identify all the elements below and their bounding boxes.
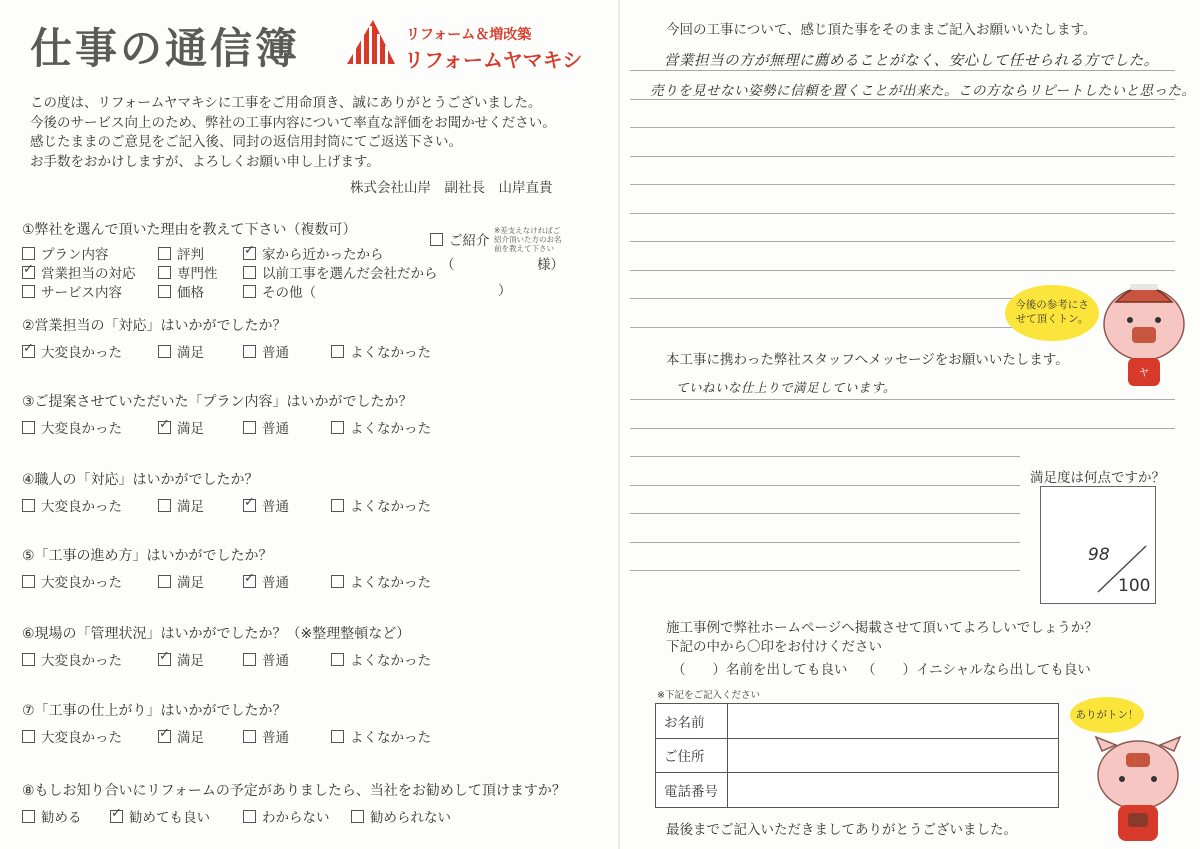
- option-label: プラン内容: [41, 247, 109, 263]
- checkbox[interactable]: [243, 345, 256, 358]
- checkbox[interactable]: [243, 575, 256, 588]
- option-label: よくなかった: [350, 345, 431, 361]
- checkbox[interactable]: [158, 247, 171, 260]
- closing-message: 最後までご記入いただきましてありがとうございました。: [666, 822, 1017, 838]
- checkbox[interactable]: [243, 285, 256, 298]
- other-close-paren: ）: [498, 283, 512, 299]
- comment-rule: [630, 241, 1175, 242]
- option-label: 普通: [262, 421, 289, 437]
- question-title: ②営業担当の「対応」はいかがでしたか？: [22, 318, 287, 334]
- handwritten-comment-1: 営業担当の方が無理に薦めることがなく、安心して任せられる方でした。: [664, 53, 1159, 69]
- rating-option[interactable]: [331, 726, 431, 746]
- contact-form: [655, 703, 1059, 808]
- option-label: 満足: [177, 421, 204, 437]
- checkbox[interactable]: [243, 653, 256, 666]
- checkbox[interactable]: [22, 345, 35, 358]
- intro-line: この度は、リフォームヤマキシに工事をご用命頂き、誠にありがとうございました。: [30, 95, 542, 111]
- checkbox[interactable]: [331, 499, 344, 512]
- comment-rule: [630, 184, 1175, 185]
- reason-option[interactable]: [243, 281, 316, 301]
- option-label: 大変良かった: [41, 499, 122, 515]
- option-label: 大変良かった: [41, 730, 122, 746]
- checkbox[interactable]: [243, 266, 256, 279]
- staff-rule: [630, 485, 1020, 486]
- option-label: 満足: [177, 345, 204, 361]
- checkbox[interactable]: [158, 266, 171, 279]
- rating-option[interactable]: [331, 649, 431, 669]
- referral-checkbox[interactable]: [430, 233, 443, 246]
- option-label: 普通: [262, 730, 289, 746]
- option-label: 営業担当の対応: [41, 266, 136, 282]
- staff-message-prompt: 本工事に携わった弊社スタッフへメッセージをお願いいたします。: [666, 352, 1069, 368]
- checkbox[interactable]: [158, 285, 171, 298]
- question-1-title: ①弊社を選んで頂いた理由を教えて下さい（複数可）: [22, 222, 357, 238]
- checkbox[interactable]: [243, 730, 256, 743]
- option-label: 価格: [177, 285, 204, 301]
- recommend-option[interactable]: [22, 806, 82, 826]
- form-note: ※下記をご記入ください: [657, 690, 760, 701]
- rating-option[interactable]: [158, 341, 204, 361]
- handwritten-staff-message: ていねいな仕上りで満足しています。: [676, 380, 897, 395]
- rating-option[interactable]: [243, 417, 289, 437]
- staff-rule: [630, 570, 1020, 571]
- option-label: 普通: [262, 653, 289, 669]
- rating-option[interactable]: [158, 726, 204, 746]
- checkbox[interactable]: [243, 810, 256, 823]
- checkbox[interactable]: [331, 730, 344, 743]
- checkbox[interactable]: [22, 730, 35, 743]
- publish-option-name[interactable]: （ ）名前を出しても良い: [672, 662, 848, 678]
- option-label: 大変良かった: [41, 421, 122, 437]
- option-label: 普通: [262, 499, 289, 515]
- checkbox[interactable]: [22, 810, 35, 823]
- rating-option[interactable]: [158, 649, 204, 669]
- question-8-title: ⑧もしお知り合いにリフォームの予定がありましたら、当社をお勧めして頂けますか？: [22, 783, 566, 799]
- staff-rule: [630, 542, 1020, 543]
- question-title: ④職人の「対応」はいかがでしたか？: [22, 472, 259, 488]
- speech-bubble-2: [1070, 697, 1144, 733]
- rating-option[interactable]: [331, 571, 431, 591]
- staff-rule: [630, 456, 1020, 457]
- option-label: 勧めても良い: [129, 810, 210, 826]
- rating-option[interactable]: [243, 571, 289, 591]
- reason-option[interactable]: [243, 243, 384, 263]
- publish-instruction: 下記の中から〇印をお付けください: [666, 639, 882, 655]
- checkbox[interactable]: [243, 421, 256, 434]
- option-label: 勧める: [41, 810, 82, 826]
- intro-line: お手数をおかけしますが、よろしくお願い申し上げます。: [30, 153, 380, 170]
- recommend-option[interactable]: [110, 806, 210, 826]
- bubble-2-text: ありがトン！: [1075, 709, 1139, 721]
- option-label: 大変良かった: [41, 653, 122, 669]
- rating-option[interactable]: [158, 417, 204, 437]
- company-logo-icon: [343, 18, 399, 66]
- comment-rule: [630, 70, 1175, 71]
- referral-note: ※差支えなければご紹介頂いた方のお名前を教えて下さい: [494, 226, 562, 253]
- recommend-option[interactable]: [351, 806, 451, 826]
- comment-rule: [630, 127, 1175, 128]
- checkbox[interactable]: [243, 499, 256, 512]
- score-prompt: 満足度は何点ですか？: [1030, 470, 1165, 486]
- checkbox[interactable]: [22, 421, 35, 434]
- bubble-1-text: 今後の参考にさせて頂くトン。: [1015, 299, 1089, 325]
- checkbox[interactable]: [22, 285, 35, 298]
- rating-option[interactable]: [158, 571, 204, 591]
- checkbox[interactable]: [22, 247, 35, 260]
- rating-option[interactable]: [331, 341, 431, 361]
- option-label: 満足: [177, 730, 204, 746]
- checkbox[interactable]: [158, 730, 171, 743]
- page-title: 仕事の通信簿: [30, 24, 301, 73]
- option-label: 勧められない: [370, 810, 451, 826]
- option-label: 普通: [262, 575, 289, 591]
- publish-option-initials[interactable]: （ ）イニシャルなら出しても良い: [862, 662, 1091, 678]
- option-label: よくなかった: [350, 499, 431, 515]
- option-label: 家から近かったから: [262, 247, 384, 263]
- option-label: 専門性: [177, 266, 218, 282]
- option-label: 普通: [262, 345, 289, 361]
- rating-option[interactable]: [243, 341, 289, 361]
- checkbox[interactable]: [351, 810, 364, 823]
- rating-option[interactable]: [22, 341, 122, 361]
- referral-open-paren: （: [441, 257, 455, 273]
- option-label: 大変良かった: [41, 345, 122, 361]
- handwritten-comment-2: 売りを見せない姿勢に信頼を置くことが出来た。この方ならリピートしたいと思った。: [650, 83, 1196, 99]
- question-title: ⑦「工事の仕上がり」はいかがでしたか？: [22, 703, 287, 719]
- referral-suffix: 様）: [537, 257, 564, 273]
- rating-option[interactable]: [22, 649, 122, 669]
- comment-rule: [630, 213, 1175, 214]
- option-label: 満足: [177, 575, 204, 591]
- option-label: 以前工事を選んだ会社だから: [262, 266, 438, 282]
- pig-mascot-icon: [1094, 272, 1194, 387]
- reason-option[interactable]: [22, 243, 109, 263]
- publish-question: 施工事例で弊社ホームページへ掲載させて頂いてよろしいでしょうか？: [666, 620, 1098, 636]
- rating-option[interactable]: [22, 726, 122, 746]
- comment-rule: [630, 270, 1175, 271]
- brand-name: リフォームヤマキシ: [404, 48, 583, 72]
- checkbox[interactable]: [158, 575, 171, 588]
- reason-option[interactable]: [22, 262, 136, 282]
- checkbox[interactable]: [243, 247, 256, 260]
- svg-text:ヤ: ヤ: [1139, 368, 1149, 379]
- checkbox[interactable]: [110, 810, 123, 823]
- rating-option[interactable]: [22, 495, 122, 515]
- option-label: サービス内容: [41, 285, 122, 301]
- phone-field[interactable]: [728, 773, 1059, 808]
- reason-option[interactable]: [158, 262, 218, 282]
- question-title: ⑥現場の「管理状況」はいかがでしたか？（※整理整頓など）: [22, 626, 411, 642]
- checkbox[interactable]: [331, 575, 344, 588]
- option-label: よくなかった: [350, 653, 431, 669]
- name-field[interactable]: [728, 704, 1059, 739]
- phone-label: 電話番号: [656, 773, 728, 808]
- staff-rule: [630, 399, 1175, 400]
- checkbox[interactable]: [331, 421, 344, 434]
- brand-subtitle: リフォーム＆増改築: [406, 27, 532, 43]
- name-label: お名前: [656, 704, 728, 739]
- intro-line: 今後のサービス向上のため、弊社の工事内容について率直な評価をお聞かせください。: [30, 114, 556, 131]
- reason-option[interactable]: [22, 281, 122, 301]
- speech-bubble-1: [1005, 285, 1099, 341]
- checkbox[interactable]: [22, 266, 35, 279]
- score-value: 98: [1088, 545, 1110, 565]
- question-title: ③ご提案させていただいた「プラン内容」はいかがでしたか？: [22, 394, 413, 410]
- comment-rule: [630, 99, 1175, 100]
- reason-option[interactable]: [158, 243, 204, 263]
- option-label: よくなかった: [350, 730, 431, 746]
- checkbox[interactable]: [158, 653, 171, 666]
- address-field[interactable]: [728, 738, 1059, 773]
- rating-option[interactable]: [331, 495, 431, 515]
- rating-option[interactable]: [243, 649, 289, 669]
- score-max: 100: [1118, 576, 1151, 596]
- checkbox[interactable]: [22, 575, 35, 588]
- option-label: 大変良かった: [41, 575, 122, 591]
- checkbox[interactable]: [331, 653, 344, 666]
- rating-option[interactable]: [243, 495, 289, 515]
- referral-option[interactable]: [430, 229, 490, 249]
- address-label: ご住所: [656, 738, 728, 773]
- option-label: わからない: [262, 810, 330, 826]
- question-title: ⑤「工事の進め方」はいかがでしたか？: [22, 548, 273, 564]
- rating-option[interactable]: [22, 571, 122, 591]
- comment-rule: [630, 156, 1175, 157]
- rating-option[interactable]: [158, 495, 204, 515]
- checkbox[interactable]: [158, 345, 171, 358]
- option-label: 評判: [177, 247, 204, 263]
- option-label: 満足: [177, 653, 204, 669]
- checkbox[interactable]: [158, 421, 171, 434]
- comment-prompt: 今回の工事について、感じ頂た事をそのままご記入お願いいたします。: [666, 22, 1097, 38]
- recommend-option[interactable]: [243, 806, 330, 826]
- checkbox[interactable]: [158, 499, 171, 512]
- checkbox[interactable]: [22, 653, 35, 666]
- option-label: よくなかった: [350, 421, 431, 437]
- intro-text: [30, 94, 590, 172]
- rating-option[interactable]: [22, 417, 122, 437]
- referral-label: ご紹介: [449, 233, 490, 249]
- staff-rule: [630, 513, 1020, 514]
- pig-mascot-thanks-icon: [1088, 733, 1188, 845]
- staff-rule: [630, 428, 1175, 429]
- rating-option[interactable]: [243, 726, 289, 746]
- rating-option[interactable]: [331, 417, 431, 437]
- reason-option[interactable]: [158, 281, 204, 301]
- option-label: その他（: [262, 285, 316, 301]
- option-label: よくなかった: [350, 575, 431, 591]
- intro-line: 感じたままのご意見をご記入後、同封の返信用封筒にてご返送下さい。: [30, 134, 462, 150]
- option-label: 満足: [177, 499, 204, 515]
- checkbox[interactable]: [331, 345, 344, 358]
- checkbox[interactable]: [22, 499, 35, 512]
- reason-option[interactable]: [243, 262, 438, 282]
- signature: 株式会社山岸 副社長 山岸直貴: [350, 180, 553, 196]
